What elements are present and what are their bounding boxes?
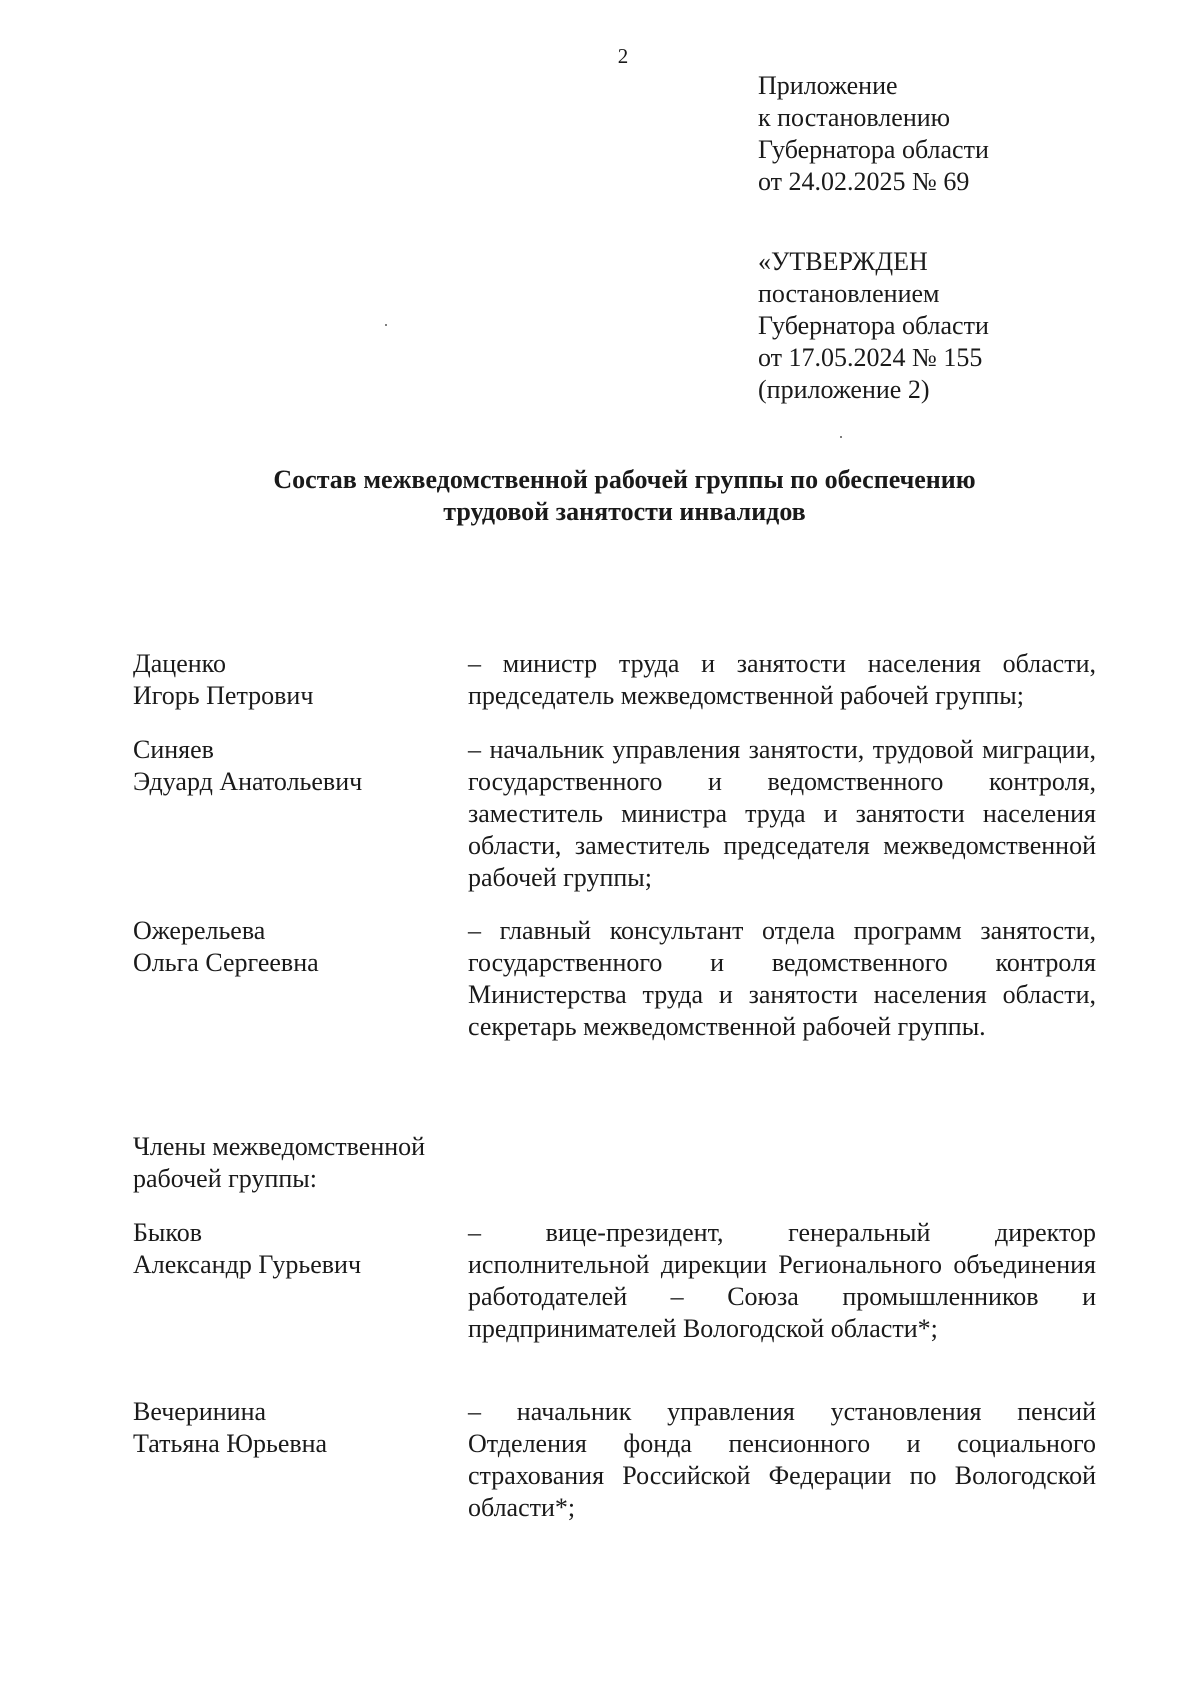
document-title: Состав межведомственной рабочей группы по обеспечению трудовой занятости инвалидов	[273, 465, 976, 526]
member-role: – главный консультант отдела программ занятости, государственного и ведомственного контроля Министерства труда и занятости населения области, секретарь межведомственной рабочей группы.	[468, 916, 1096, 1041]
member-name: Ожерельева Ольга Сергеевна	[133, 916, 319, 977]
member-name: Быков Александр Гурьевич	[133, 1218, 362, 1279]
member-name: Даценко Игорь Петрович	[133, 649, 314, 710]
member-name: Вечеринина Татьяна Юрьевна	[133, 1397, 328, 1458]
scan-speck	[840, 436, 842, 438]
member-role: – начальник управления занятости, трудовой миграции, государственного и ведомственного контроля, заместитель министра труда и занятости населения области, заместитель председателя межведомственной рабочей группы;	[468, 735, 1096, 892]
approval-stamp: «УТВЕРЖДЕН постановлением Губернатора области от 17.05.2024 № 155 (приложение 2)	[758, 247, 989, 404]
appendix-reference: Приложение к постановлению Губернатора области от 24.02.2025 № 69	[758, 71, 989, 196]
members-heading: Члены межведомственной рабочей группы:	[133, 1132, 426, 1193]
member-role: – начальник управления установления пенсий Отделения фонда пенсионного и социального страхования Российской Федерации по Вологодской области*;	[468, 1397, 1096, 1522]
page-number: 2	[617, 44, 629, 68]
member-role: – вице-президент, генеральный директор исполнительной дирекции Регионального объединения работодателей – Союза промышленников и предпринимателей Вологодской области*;	[468, 1218, 1096, 1343]
member-role: – министр труда и занятости населения области, председатель межведомственной рабочей группы;	[468, 649, 1096, 710]
scan-speck	[385, 324, 387, 326]
member-name: Синяев Эдуард Анатольевич	[133, 735, 363, 796]
